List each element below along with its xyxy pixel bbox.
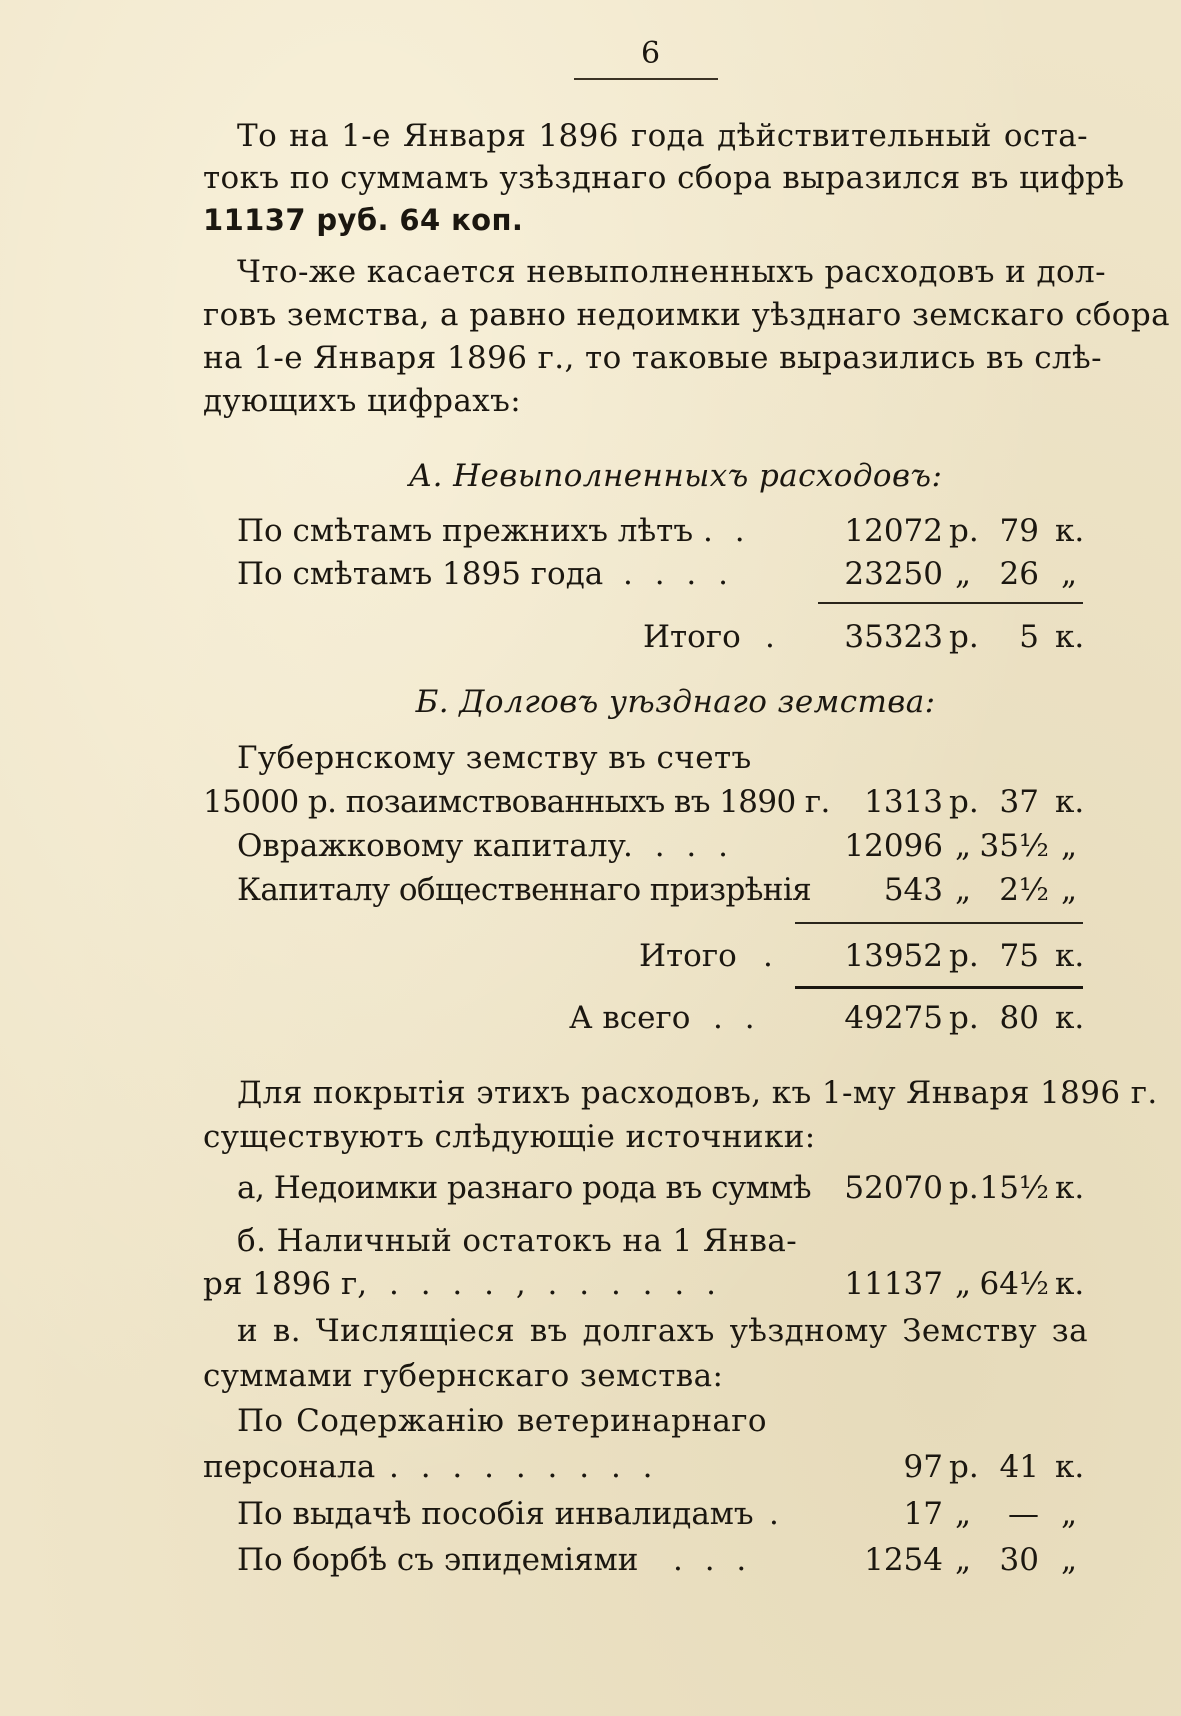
row-kopecks-unit: к. [1055, 784, 1085, 820]
section-a-sum-rule [818, 602, 1083, 604]
para2-line-1: Что-же касается невыполненныхъ расходовъ и дол- [237, 254, 1106, 290]
row-kopecks: 35½ [979, 828, 1049, 864]
total-rubles: 13952 [844, 938, 943, 974]
section-a-total [203, 617, 1088, 657]
row-kopecks: 41 [999, 1449, 1039, 1485]
row-rubles-unit: р. [949, 784, 979, 820]
row-rubles: 1313 [864, 784, 943, 820]
total-label: Итого [643, 619, 741, 655]
total-dot: . [763, 938, 773, 974]
row-label: По выдачѣ пособія инвалидамъ [237, 1496, 754, 1532]
row-rubles: 23250 [844, 556, 943, 592]
grand-total-kopecks: 80 [999, 1000, 1039, 1036]
row-kopecks-unit: к. [1055, 1170, 1085, 1206]
row-rubles-unit: „ [955, 1266, 972, 1302]
row-rubles-unit: „ [955, 556, 972, 592]
row-label: персонала [203, 1449, 376, 1485]
row-kopecks-unit: к. [1055, 1449, 1085, 1485]
row-label: Капиталу общественнаго призрѣнія [237, 872, 812, 908]
grand-total [203, 998, 1088, 1038]
source-v-line-1: и в. Числящіеся въ долгахъ уѣздному Земству за [237, 1313, 1088, 1349]
section-a-title: Невыполненныхъ расходовъ: [453, 458, 943, 494]
row-rubles-unit: р. [949, 1170, 979, 1206]
page-number-rule [574, 78, 718, 80]
row-label: По борбѣ съ эпидеміями [237, 1542, 639, 1578]
row-dots: . . . [673, 1542, 753, 1578]
row-kopecks: 64½ [979, 1266, 1049, 1302]
row-rubles: 17 [903, 1496, 943, 1532]
vet-line-1: По Содержанію ветеринарнаго [237, 1403, 767, 1439]
sources-line-2: существуютъ слѣдующіе источники: [203, 1119, 816, 1155]
row-label: Овражковому капиталу [237, 828, 626, 864]
row-kopecks-unit: „ [1061, 872, 1078, 908]
section-b-row [203, 826, 1088, 866]
row-kopecks-unit: к. [1055, 1266, 1085, 1302]
row-kopecks: 37 [999, 784, 1039, 820]
source-b-line-1: б. Наличный остатокъ на 1 Янва- [237, 1223, 798, 1259]
row-kopecks-unit: „ [1061, 828, 1078, 864]
row-rubles: 543 [883, 872, 943, 908]
row-rubles: 12072 [844, 513, 943, 549]
grand-total-rubles-unit: р. [949, 1000, 979, 1036]
row-label: По смѣтамъ прежнихъ лѣтъ [237, 513, 694, 549]
row-label: ря 1896 г, [203, 1266, 368, 1302]
row-rubles-unit: „ [955, 872, 972, 908]
total-rubles-unit: р. [949, 619, 979, 655]
section-b-letter: Б. [415, 684, 449, 720]
section-b-row1-line1: Губернскому земству въ счетъ [237, 740, 752, 776]
para2-line-2: говъ земства, а равно недоимки уѣзднаго земскаго сбора [203, 297, 1170, 333]
source-v-line-2: суммами губернскаго земства: [203, 1358, 724, 1394]
row-rubles-unit: „ [955, 1496, 972, 1532]
row-rubles: 97 [903, 1449, 943, 1485]
grand-total-rubles: 49275 [844, 1000, 943, 1036]
intro-line-2: токъ по суммамъ узѣзднаго сбора выразился въ цифрѣ [203, 160, 1125, 196]
row-dots: . . . . , . . . . . . [389, 1266, 722, 1302]
row-kopecks: 79 [999, 513, 1039, 549]
source-inv-row [203, 1494, 1088, 1534]
row-label: а, Недоимки разнаго рода въ суммѣ [237, 1170, 812, 1206]
section-b-title: Долговъ уѣзднаго земства: [459, 684, 936, 720]
grand-total-label: А всего [569, 1000, 691, 1036]
row-dots: . . . . [623, 556, 734, 592]
row-rubles: 11137 [844, 1266, 943, 1302]
section-b-row [203, 870, 1088, 910]
total-rubles-unit: р. [949, 938, 979, 974]
row-kopecks-unit: „ [1061, 556, 1078, 592]
row-rubles-unit: „ [955, 1542, 972, 1578]
section-a-row [203, 511, 1088, 551]
row-kopecks: 26 [999, 556, 1039, 592]
row-rubles: 12096 [844, 828, 943, 864]
grand-total-kopecks-unit: к. [1055, 1000, 1085, 1036]
row-kopecks: — [1008, 1496, 1039, 1532]
row-kopecks: 15½ [979, 1170, 1049, 1206]
section-a-heading [203, 456, 1088, 496]
section-b-sum-rule [795, 922, 1083, 924]
total-label: Итого [639, 938, 737, 974]
source-vet-row [203, 1447, 1088, 1487]
sources-line-1: Для покрытія этихъ расходовъ, къ 1-му Января 1896 г. [237, 1075, 1158, 1111]
grand-total-dots: . . [713, 1000, 761, 1036]
row-rubles-unit: р. [949, 513, 979, 549]
row-kopecks-unit: к. [1055, 513, 1085, 549]
section-a-row [203, 554, 1088, 594]
row-rubles-unit: „ [955, 828, 972, 864]
total-kopecks-unit: к. [1055, 938, 1085, 974]
total-kopecks-unit: к. [1055, 619, 1085, 655]
source-epid-row [203, 1540, 1088, 1580]
row-kopecks: 30 [999, 1542, 1039, 1578]
row-dots: . . [703, 513, 751, 549]
row-label: По смѣтамъ 1895 года [237, 556, 604, 592]
source-a-row [203, 1168, 1088, 1208]
intro-total: 11137 руб. 64 коп. [203, 203, 524, 237]
section-b-total [203, 936, 1088, 976]
row-dots: . . . . [623, 828, 734, 864]
total-kopecks: 75 [999, 938, 1039, 974]
section-a-letter: А. [408, 458, 443, 494]
row-dots: . [769, 1496, 779, 1532]
para2-line-3: на 1-е Января 1896 г., то таковые выразились въ слѣ- [203, 340, 1103, 376]
row-rubles: 1254 [864, 1542, 943, 1578]
row-kopecks-unit: „ [1061, 1542, 1078, 1578]
intro-line-1: То на 1-е Января 1896 года дѣйствительный оста- [237, 118, 1088, 154]
para2-line-4: дующихъ цифрахъ: [203, 383, 522, 419]
grand-total-rule [795, 986, 1083, 989]
row-kopecks-unit: „ [1061, 1496, 1078, 1532]
total-rubles: 35323 [844, 619, 943, 655]
row-rubles: 52070 [844, 1170, 943, 1206]
total-dot: . [765, 619, 775, 655]
row-kopecks: 2½ [999, 872, 1049, 908]
source-b-row [203, 1264, 1088, 1304]
row-rubles-unit: р. [949, 1449, 979, 1485]
total-kopecks: 5 [1019, 619, 1039, 655]
section-b-row [203, 782, 1088, 822]
section-b-heading [203, 682, 1088, 722]
row-label: 15000 р. позаимствованныхъ въ 1890 г. [203, 784, 830, 820]
page-number: 6 [640, 36, 661, 71]
row-dots: . . . . . . . . . [389, 1449, 659, 1485]
